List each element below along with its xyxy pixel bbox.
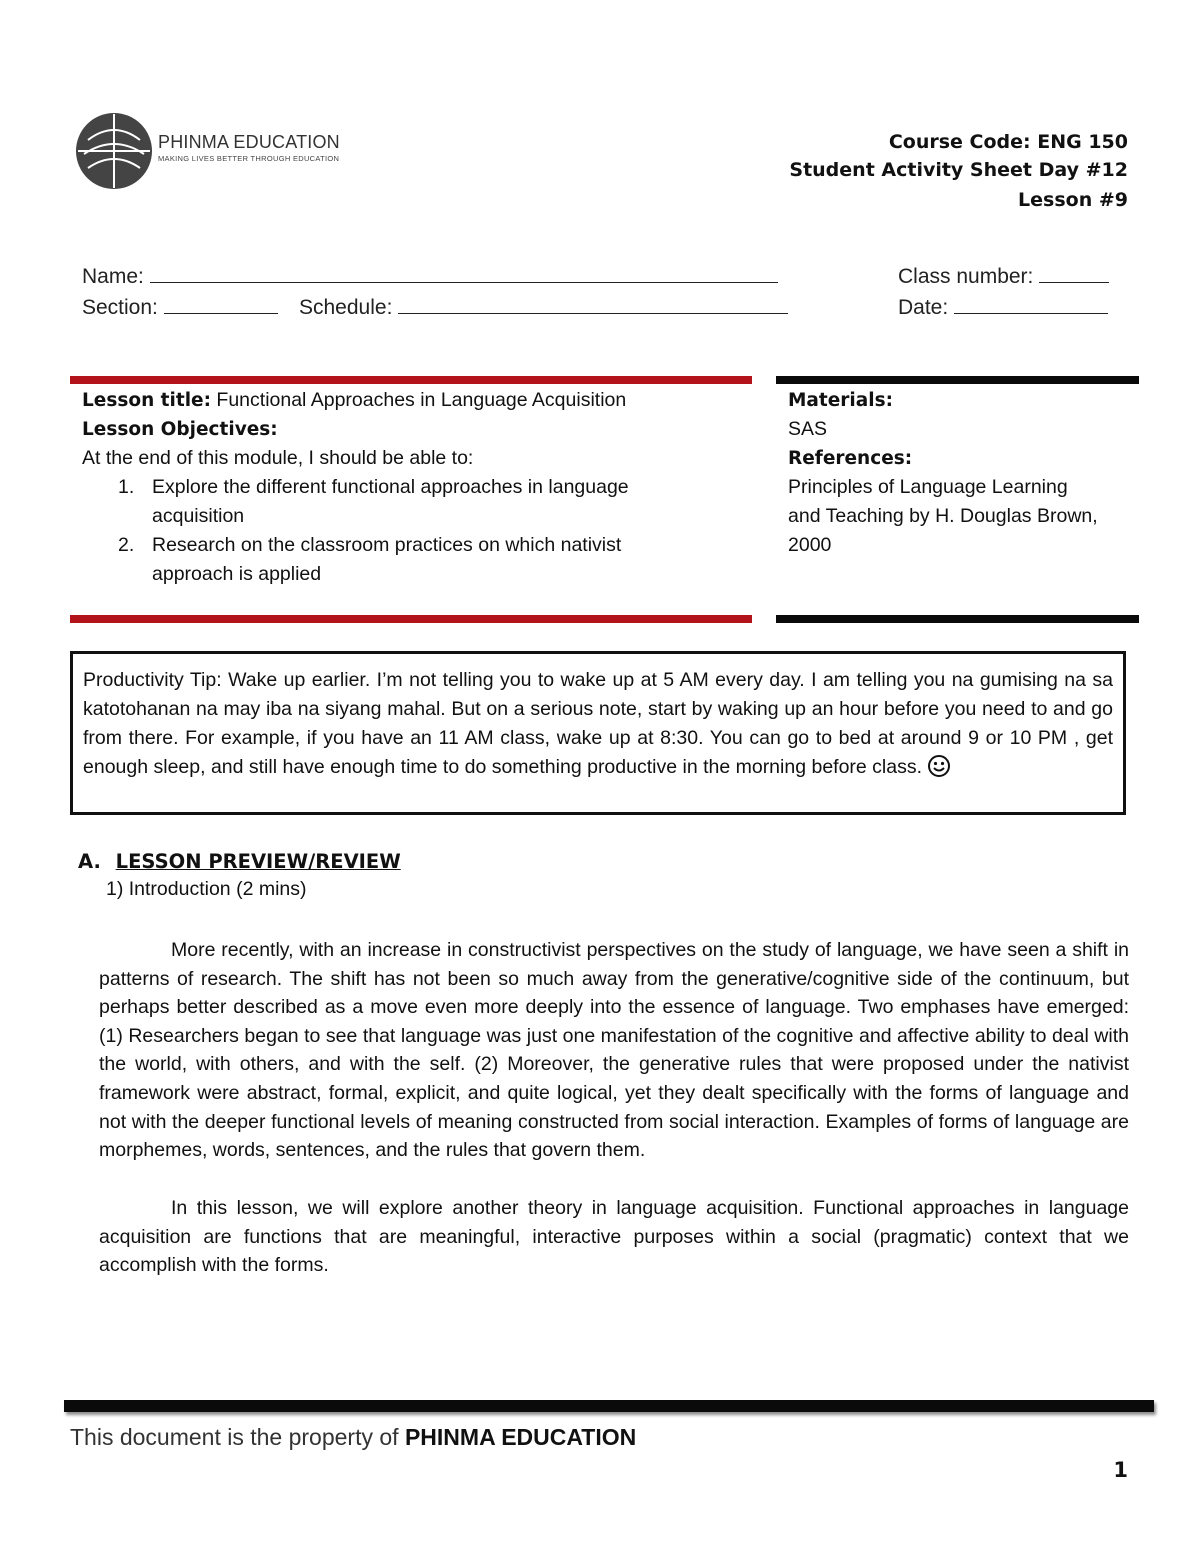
smiley-icon — [927, 754, 951, 778]
lesson-top-bar — [70, 376, 752, 384]
materials-top-bar — [776, 376, 1139, 384]
lesson-bottom-bar — [70, 615, 752, 623]
objectives-label: Lesson Objectives: — [82, 419, 278, 440]
schedule-line[interactable] — [398, 297, 788, 314]
name-line[interactable] — [150, 266, 778, 283]
lesson-title: Functional Approaches in Language Acquisition — [216, 389, 627, 411]
section-a-title: LESSON PREVIEW/REVIEW — [115, 850, 401, 873]
footer-property-text: This document is the property of — [70, 1424, 399, 1450]
productivity-tip-text: Productivity Tip: Wake up earlier. I’m not telling you to wake up at 5 AM every day. I am telling you na gumising na sa katotohanan na may iba na siyang mahal. But on a serious note, start by waking up an hour before you need to and go from there. For example, if you have an 11 AM class, wake up at 8:30. You can go to bed at around 9 or 10 PM , get enough sleep, and still have enough time to do something productive in the morning before class. — [83, 669, 1113, 778]
lesson-number: Lesson #9 — [1018, 189, 1128, 211]
materials-label: Materials: — [788, 390, 893, 411]
objective-text: approach is applied — [152, 563, 322, 585]
objective-number: 2. — [118, 534, 135, 556]
section-line[interactable] — [164, 297, 278, 314]
phinma-logo-icon — [74, 110, 154, 192]
objective-number: 1. — [118, 476, 135, 498]
logo-tagline: MAKING LIVES BETTER THROUGH EDUCATION — [158, 154, 340, 163]
date-line[interactable] — [954, 297, 1108, 314]
objective-text: Explore the different functional approaches in language — [152, 476, 629, 498]
course-code: Course Code: ENG 150 — [888, 131, 1128, 153]
materials-box — [788, 386, 1133, 560]
logo-name: PHINMA EDUCATION — [158, 132, 340, 152]
references-label: References: — [788, 448, 913, 469]
page-number: 1 — [1113, 1458, 1128, 1482]
section-label: Section: — [82, 296, 158, 319]
date-field[interactable] — [898, 296, 1108, 320]
date-label: Date: — [898, 296, 949, 319]
section-a-letter: A. — [78, 850, 101, 873]
materials-value: SAS — [788, 418, 828, 440]
schedule-label: Schedule: — [299, 296, 393, 319]
lesson-title-label: Lesson title: — [82, 390, 211, 411]
section-field[interactable] — [82, 296, 278, 320]
objective-item — [82, 473, 742, 531]
class-number-label: Class number: — [898, 265, 1034, 288]
objective-text: acquisition — [152, 505, 245, 527]
lesson-box — [82, 386, 742, 589]
objective-item — [82, 531, 742, 589]
footer-bar — [64, 1400, 1154, 1412]
intro-paragraph-1: More recently, with an increase in constructivist perspectives on the study of language, we have seen a shift in patterns of research. The shift has not been so much away from the generative/cognitive side of the continuum, but perhaps better described as a move even more deeply into the essence of language. Two emphases have emerged: (1) Researchers began to see that language was just one manifestation of the cognitive and affective ability to deal with the world, with others, and with the self. (2) Moreover, the generative rules that were proposed under the nativist framework were abstract, formal, explicit, and quite logical, yet they dealt specifically with the forms of language and not with the deeper functional levels of meaning constructed from social interaction. Examples of forms of language are morphemes, words, sentences, and the rules that govern them. — [99, 939, 1129, 1162]
intro-paragraph-2: In this lesson, we will explore another theory in language acquisition. Functional approaches in language acquisition are functions that are meaningful, interactive purposes within a social (pragmatic) context that we accomplish with the forms. — [99, 1197, 1129, 1277]
class-number-line[interactable] — [1039, 266, 1109, 283]
name-field[interactable] — [82, 265, 778, 289]
footer-text — [70, 1424, 636, 1451]
introduction-item: 1) Introduction (2 mins) — [106, 878, 307, 900]
objectives-intro: At the end of this module, I should be able to: — [82, 447, 474, 469]
reference-line: Principles of Language Learning — [788, 476, 1068, 498]
reference-line: and Teaching by H. Douglas Brown, — [788, 505, 1098, 527]
footer-owner: PHINMA EDUCATION — [404, 1424, 637, 1450]
reference-line: 2000 — [788, 534, 832, 556]
objective-text: Research on the classroom practices on which nativist — [152, 534, 622, 556]
materials-bottom-bar — [776, 615, 1139, 623]
lesson-title-row — [82, 386, 742, 415]
productivity-tip-box — [70, 651, 1126, 815]
activity-sheet-title: Student Activity Sheet Day #12 — [789, 159, 1128, 181]
class-number-field[interactable] — [898, 265, 1109, 289]
schedule-field[interactable] — [299, 296, 788, 320]
name-label: Name: — [82, 265, 144, 288]
section-a-heading — [78, 850, 401, 873]
